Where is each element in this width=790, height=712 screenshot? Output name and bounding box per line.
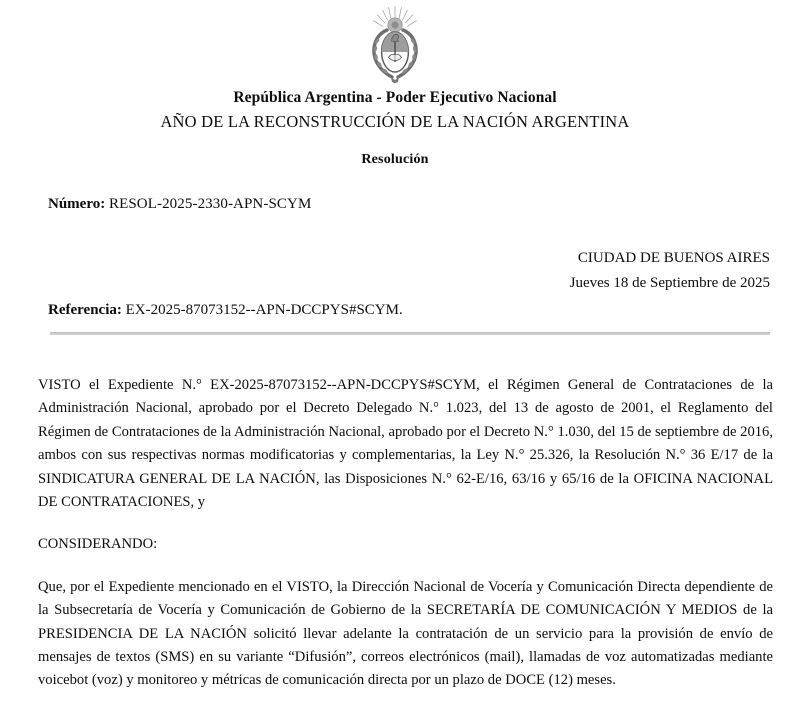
crest-container [0,4,790,84]
document-number-label: Número: [48,196,106,212]
argentina-coat-of-arms-icon [367,4,423,84]
document-number-value: RESOL-2025-2330-APN-SCYM [108,196,312,212]
reference-label: Referencia: [48,302,122,318]
document-number-row [48,194,311,214]
year-slogan-line: AÑO DE LA RECONSTRUCCIÓN DE LA NACIÓN ARGENTINA [160,112,630,131]
document-body [38,374,773,712]
header-divider [50,332,770,335]
visto-paragraph: VISTO el Expediente N.° EX-2025-87073152--APN-DCCPYS#SCYM, el Régimen General de Contrataciones de la Administración Nacional, aprobado por el Decreto Delegado N.° 1.023, del 13 de agosto de 2001, el Reglamento del Régimen de Contrataciones de la Administración Nacional, aprobado por el Decreto N.° 1.030, del 15 de septiembre de 2016, ambos con sus respectivas normas modificatorias y complementarias, la Ley N.° 25.326, la Resolución N.° 36 E/17 de la SINDICATURA GENERAL DE LA NACIÓN, las Disposiciones N.° 62-E/16, 63/16 y 65/16 de la OFICINA NACIONAL DE CONTRATACIONES, y [38,377,773,511]
document-header [0,88,790,134]
place-text: CIUDAD DE BUENOS AIRES [577,250,770,266]
considerando-heading: CONSIDERANDO: [38,536,158,553]
reference-row [48,300,403,320]
organization-line: República Argentina - Poder Ejecutivo Nacional [233,89,557,106]
place-date-block [570,246,770,296]
date-text: Jueves 18 de Septiembre de 2025 [569,275,770,291]
document-type-title: Resolución [361,152,429,167]
considerando-paragraph-1: Que, por el Expediente mencionado en el VISTO, la Dirección Nacional de Vocería y Comunicación Directa dependiente de la Subsecretaría de Vocería y Comunicación de Gobierno de la SECRETARÍA DE COMUNICACIÓN Y MEDIOS de la PRESIDENCIA DE LA NACIÓN solicitó llevar adelante la contratación de un servicio para la provisión de envío de mensajes de textos (SMS) en su variante “Difusión”, correos electrónicos (mail), llamadas de voz automatizadas mediante voicebot (voz) y monitoreo y métricas de comunicación directa por un plazo de DOCE (12) meses. [38,578,773,689]
reference-value: EX-2025-87073152--APN-DCCPYS#SCYM. [125,302,403,318]
